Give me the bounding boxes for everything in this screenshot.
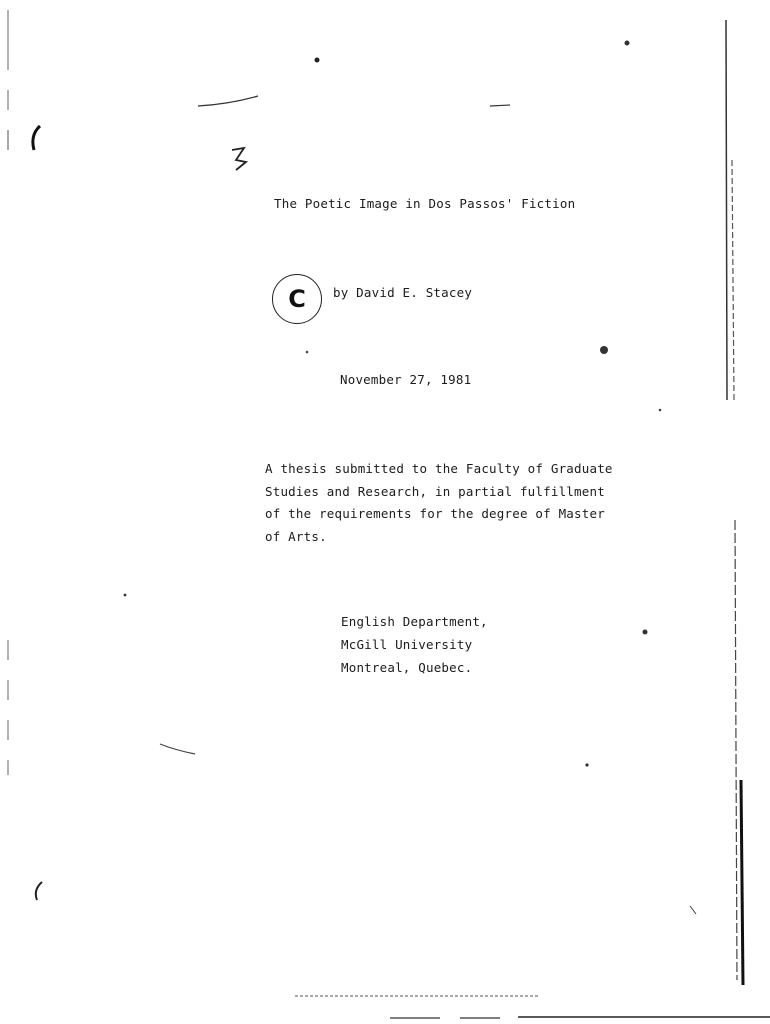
- thesis-statement-line: of Arts.: [265, 529, 327, 544]
- affiliation-line: English Department,: [341, 614, 488, 629]
- affiliation-line: Montreal, Quebec.: [341, 660, 473, 675]
- thesis-title: The Poetic Image in Dos Passos' Fiction: [274, 196, 576, 211]
- affiliation-line: McGill University: [341, 637, 473, 652]
- thesis-statement-line: of the requirements for the degree of Master: [265, 506, 605, 521]
- copyright-icon: C: [272, 274, 322, 324]
- author-line: by David E. Stacey: [333, 285, 473, 300]
- thesis-statement-line: A thesis submitted to the Faculty of Graduate: [265, 461, 613, 476]
- thesis-statement-line: Studies and Research, in partial fulfillment: [265, 484, 605, 499]
- submission-date: November 27, 1981: [340, 372, 472, 387]
